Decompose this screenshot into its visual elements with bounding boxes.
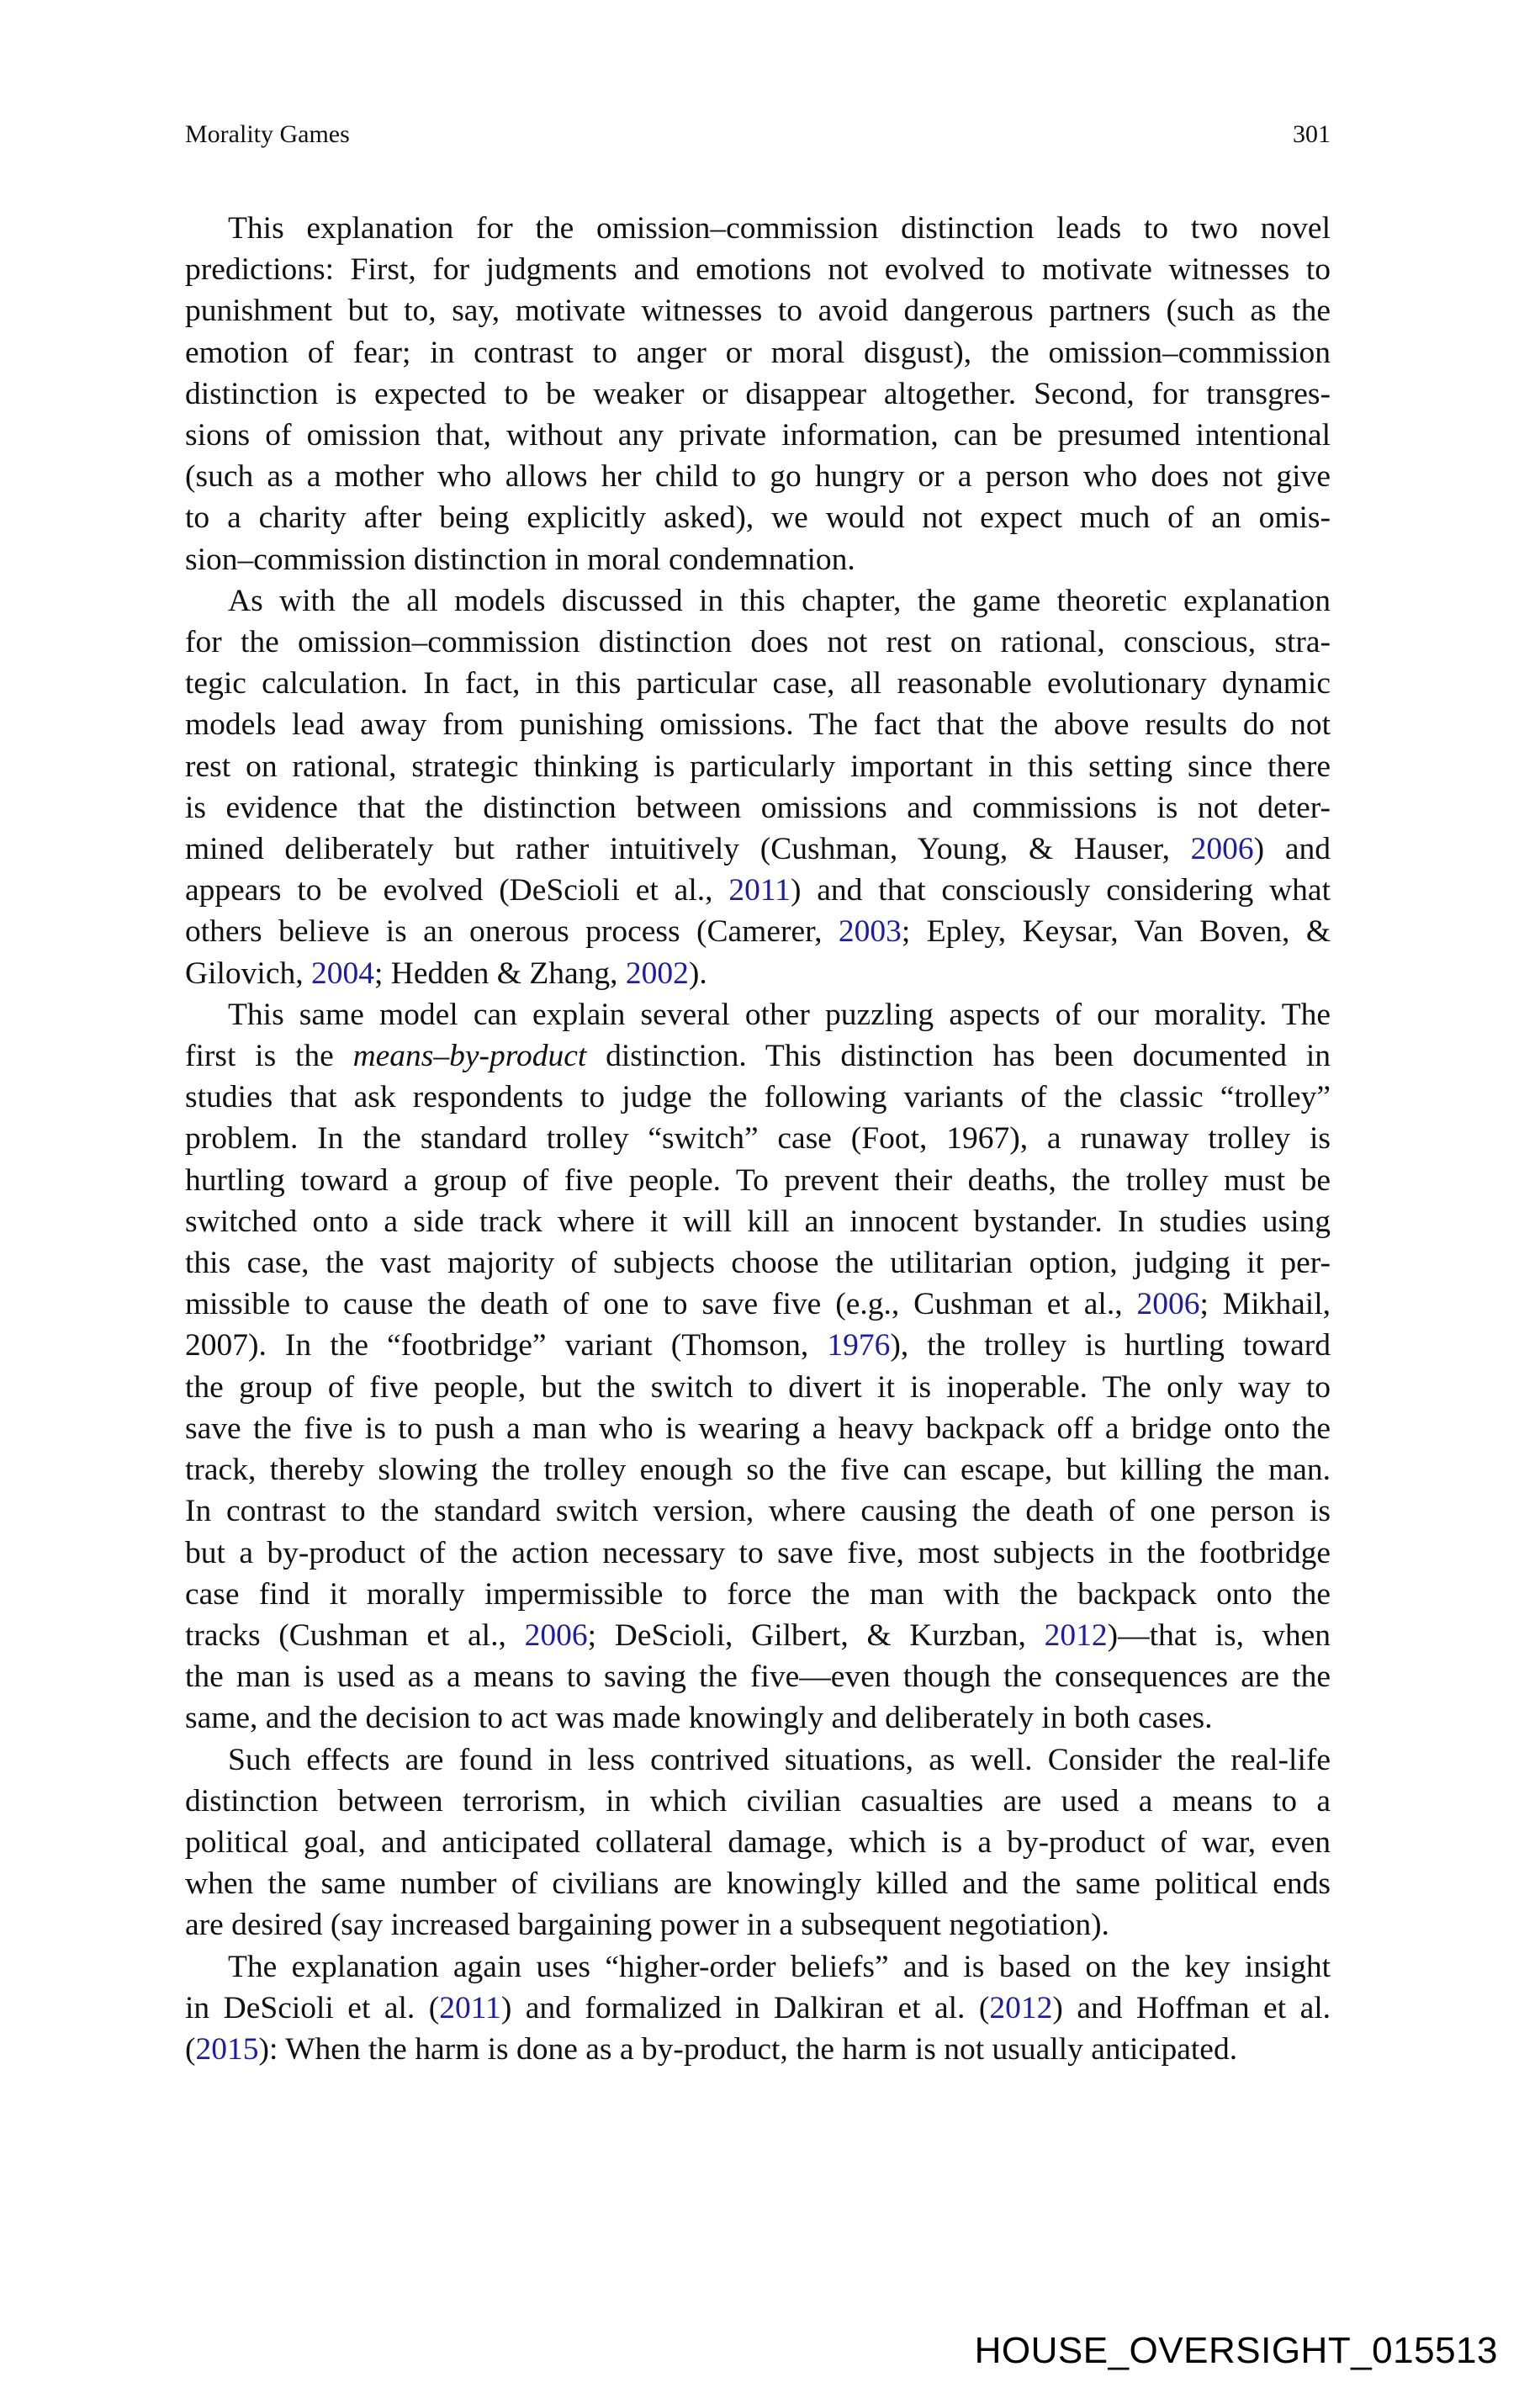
text-line [185,953,1331,994]
text-segment: ). [688,956,707,991]
text-segment: ): When the harm is done as a by-product, the harm is not usually anticipated. [258,2031,1238,2067]
citation-link[interactable]: 2012 [989,1990,1053,2025]
text-line [185,994,1331,1035]
text-segment: this case, the vast majority of subjects choose the utilitarian option, judging it per- [185,1246,1331,1281]
citation-link[interactable]: 2012 [1044,1617,1108,1653]
text-line [185,1284,1331,1325]
text-line-content [185,1201,1331,1242]
text-line-content [185,373,1331,415]
text-line [185,1781,1331,1822]
text-line-content [228,580,1331,622]
text-line [185,580,1331,622]
text-segment: ; Mikhail, [1199,1287,1331,1322]
running-title: Morality Games [185,120,350,148]
text-segment: distinction is expected to be weaker or disappear altogether. Second, for transgres- [185,376,1331,411]
text-line [185,1822,1331,1863]
text-segment: studies that ask respondents to judge the following variants of the classic “trolley” [185,1080,1331,1115]
text-segment: ; Epley, Keysar, Van Boven, & [901,914,1331,950]
text-segment: ) and formalized in Dalkiran et al. ( [500,1990,990,2025]
text-line [185,1946,1331,1988]
text-line-content [185,497,1331,538]
text-segment: distinction. This distinction has been documented in [586,1039,1331,1074]
text-segment: the group of five people, but the switch to divert it is inoperable. The only way to [185,1369,1331,1405]
text-segment: predictions: First, for judgments and emotions not evolved to motivate witnesses to [185,252,1331,288]
text-line-content [185,1408,1331,1449]
text-line-content [185,1863,1331,1904]
text-line [185,373,1331,415]
text-segment: punishment but to, say, motivate witnesses to avoid dangerous partners (such as the [185,294,1331,329]
text-line-content [185,787,1331,829]
text-segment: In contrast to the standard switch version, where causing the death of one person is [185,1494,1331,1529]
text-segment: save the five is to push a man who is wearing a heavy backpack off a bridge onto the [185,1411,1331,1446]
text-line-content [185,1035,1331,1077]
text-segment: political goal, and anticipated collateral damage, which is a by-product of war, even [185,1824,1331,1860]
text-segment: are desired (say increased bargaining power in a subsequent negotiation). [185,1908,1109,1943]
text-segment: models lead away from punishing omissions. The fact that the above results do not [185,707,1331,743]
text-segment: others believe is an onerous process (Camerer, [185,914,839,950]
text-line-content [185,1615,1331,1656]
text-line-content [185,663,1331,704]
body-text [185,208,1331,2070]
text-line-content [185,1822,1331,1863]
text-line [185,290,1331,331]
text-line-content [185,1325,1331,1366]
text-line-content [185,1077,1331,1118]
running-head [185,118,1331,151]
text-line [185,911,1331,952]
text-line [185,1490,1331,1532]
text-line [185,704,1331,745]
text-segment: in DeScioli et al. ( [185,1990,440,2025]
text-segment: but a by-product of the action necessary to save five, most subjects in the footbridge [185,1535,1331,1570]
text-line-content [185,704,1331,745]
text-segment: ; Hedden & Zhang, [373,956,626,991]
text-segment: problem. In the standard trolley “switch” case (Foot, 1967), a runaway trolley is [185,1121,1331,1157]
text-segment: mined deliberately but rather intuitively (Cushman, Young, & Hauser, [185,832,1191,867]
text-line [185,332,1331,373]
text-line-content [185,1449,1331,1490]
text-line-content [185,1988,1331,2029]
text-line [185,1160,1331,1201]
text-segment: ; DeScioli, Gilbert, & Kurzban, [587,1617,1045,1653]
text-line [185,746,1331,787]
text-line-content [185,911,1331,952]
italic-term: means–by-product [352,1039,587,1074]
text-segment: Such effects are found in less contrived situations, as well. Consider the real-life [228,1742,1331,1777]
text-line [185,1325,1331,1366]
text-line [185,663,1331,704]
text-line-content [185,1367,1331,1408]
citation-link[interactable]: 2006 [524,1617,588,1653]
text-line [185,870,1331,911]
text-line-content [185,1490,1331,1532]
text-line [185,539,1331,580]
text-segment: emotion of fear; in contrast to anger or moral disgust), the omission–commission [185,335,1331,370]
text-segment: rest on rational, strategic thinking is particularly important in this setting since there [185,749,1331,784]
text-line [185,208,1331,249]
text-line [185,1863,1331,1904]
text-line-content [185,539,1331,580]
text-line [185,1739,1331,1781]
text-segment: sions of omission that, without any private information, can be presumed intentional [185,418,1331,453]
text-segment: The explanation again uses “higher-order beliefs” and is based on the key insight [228,1949,1331,1984]
text-segment: tegic calculation. In fact, in this particular case, all reasonable evolutionary dynamic [185,666,1331,701]
text-segment: (such as a mother who allows her child to go hungry or a person who does not give [185,459,1331,495]
text-line [185,456,1331,497]
text-line-content [185,622,1331,663]
text-line-content [228,1739,1331,1781]
text-line-content [185,1574,1331,1615]
text-segment: is evidence that the distinction between omissions and commissions is not deter- [185,790,1331,825]
text-segment: when the same number of civilians are knowingly killed and the same political ends [185,1866,1331,1902]
text-line-content [185,332,1331,373]
paragraph [185,580,1331,994]
text-segment: for the omission–commission distinction does not rest on rational, conscious, stra- [185,625,1331,660]
citation-link[interactable]: 1976 [827,1328,891,1363]
text-line-content [185,1781,1331,1822]
text-segment: first is the [185,1039,353,1074]
text-segment: missible to cause the death of one to save five (e.g., Cushman et al., [185,1287,1137,1322]
text-line-content [228,208,1331,249]
text-line [185,1035,1331,1077]
text-line [185,1408,1331,1449]
text-line-content [185,415,1331,456]
text-line-content [185,1242,1331,1284]
text-line-content [185,746,1331,787]
citation-link[interactable]: 2004 [310,956,374,991]
text-line-content [185,1118,1331,1159]
text-line-content [185,1656,1331,1697]
text-line [185,1574,1331,1615]
bates-number: HOUSE_OVERSIGHT_015513 [974,2330,1498,2371]
text-line [185,497,1331,538]
text-line-content [185,1904,1331,1946]
text-segment: ) and Hoffman et al. [1052,1990,1331,2025]
text-line [185,622,1331,663]
text-line-content [185,870,1331,911]
text-segment: track, thereby slowing the trolley enough so the five can escape, but killing the man. [185,1453,1331,1488]
text-line [185,1656,1331,1697]
citation-link[interactable]: 2015 [195,2031,259,2067]
text-line-content [228,994,1331,1035]
page-number: 301 [1293,120,1331,148]
text-segment: ), the trolley is hurtling toward [890,1328,1331,1363]
text-line [185,1242,1331,1284]
text-line-content [185,953,1331,994]
text-segment: same, and the decision to act was made knowingly and deliberately in both cases. [185,1701,1213,1736]
text-line-content [185,1533,1331,1574]
text-line-content [185,290,1331,331]
text-segment: Gilovich, [185,956,311,991]
text-segment: the man is used as a means to saving the five—even though the consequences are the [185,1660,1331,1695]
text-segment: ) and that consciously considering what [790,873,1331,908]
text-line [185,829,1331,870]
text-segment: tracks (Cushman et al., [185,1617,525,1653]
text-line [185,1118,1331,1159]
citation-link[interactable]: 2011 [439,1990,501,2025]
paragraph [185,1739,1331,1946]
text-line [185,1201,1331,1242]
text-line-content [185,249,1331,290]
text-line [185,1449,1331,1490]
text-line [185,1077,1331,1118]
text-segment: ) and [1253,832,1331,867]
citation-link[interactable]: 2006 [1136,1287,1200,1322]
paragraph [185,208,1331,580]
citation-link[interactable]: 2002 [625,956,689,991]
paragraph [185,1946,1331,2071]
text-line [185,1988,1331,2029]
citation-link[interactable]: 2006 [1190,832,1254,867]
citation-link[interactable]: 2011 [728,873,791,908]
text-segment: This same model can explain several other puzzling aspects of our morality. The [228,997,1331,1032]
text-segment: case find it morally impermissible to force the man with the backpack onto the [185,1576,1331,1612]
paragraph [185,994,1331,1739]
text-line-content [185,829,1331,870]
text-segment: switched onto a side track where it will kill an innocent bystander. In studies using [185,1204,1331,1239]
text-segment: distinction between terrorism, in which civilian casualties are used a means to a [185,1783,1331,1819]
text-line [185,1697,1331,1739]
text-line [185,1615,1331,1656]
text-segment: ( [185,2031,196,2067]
text-line-content [185,1284,1331,1325]
text-line-content [185,456,1331,497]
text-segment: to a charity after being explicitly asked), we would not expect much of an omis- [185,500,1331,536]
citation-link[interactable]: 2003 [838,914,902,950]
text-segment: sion–commission distinction in moral condemnation. [185,542,855,577]
text-line [185,1533,1331,1574]
text-line-content [185,2029,1331,2070]
text-line [185,1904,1331,1946]
text-line [185,2029,1331,2070]
text-segment: As with the all models discussed in this chapter, the game theoretic explanation [228,583,1331,618]
text-line [185,1367,1331,1408]
text-line [185,249,1331,290]
text-segment: appears to be evolved (DeScioli et al., [185,873,729,908]
text-segment: hurtling toward a group of five people. To prevent their deaths, the trolley must be [185,1162,1331,1198]
text-line-content [185,1160,1331,1201]
text-line [185,415,1331,456]
text-segment: This explanation for the omission–commission distinction leads to two novel [228,211,1331,246]
text-line [185,787,1331,829]
text-line-content [228,1946,1331,1988]
text-line-content [185,1697,1331,1739]
text-segment: 2007). In the “footbridge” variant (Thomson, [185,1328,828,1363]
text-segment: )—that is, when [1107,1617,1331,1653]
